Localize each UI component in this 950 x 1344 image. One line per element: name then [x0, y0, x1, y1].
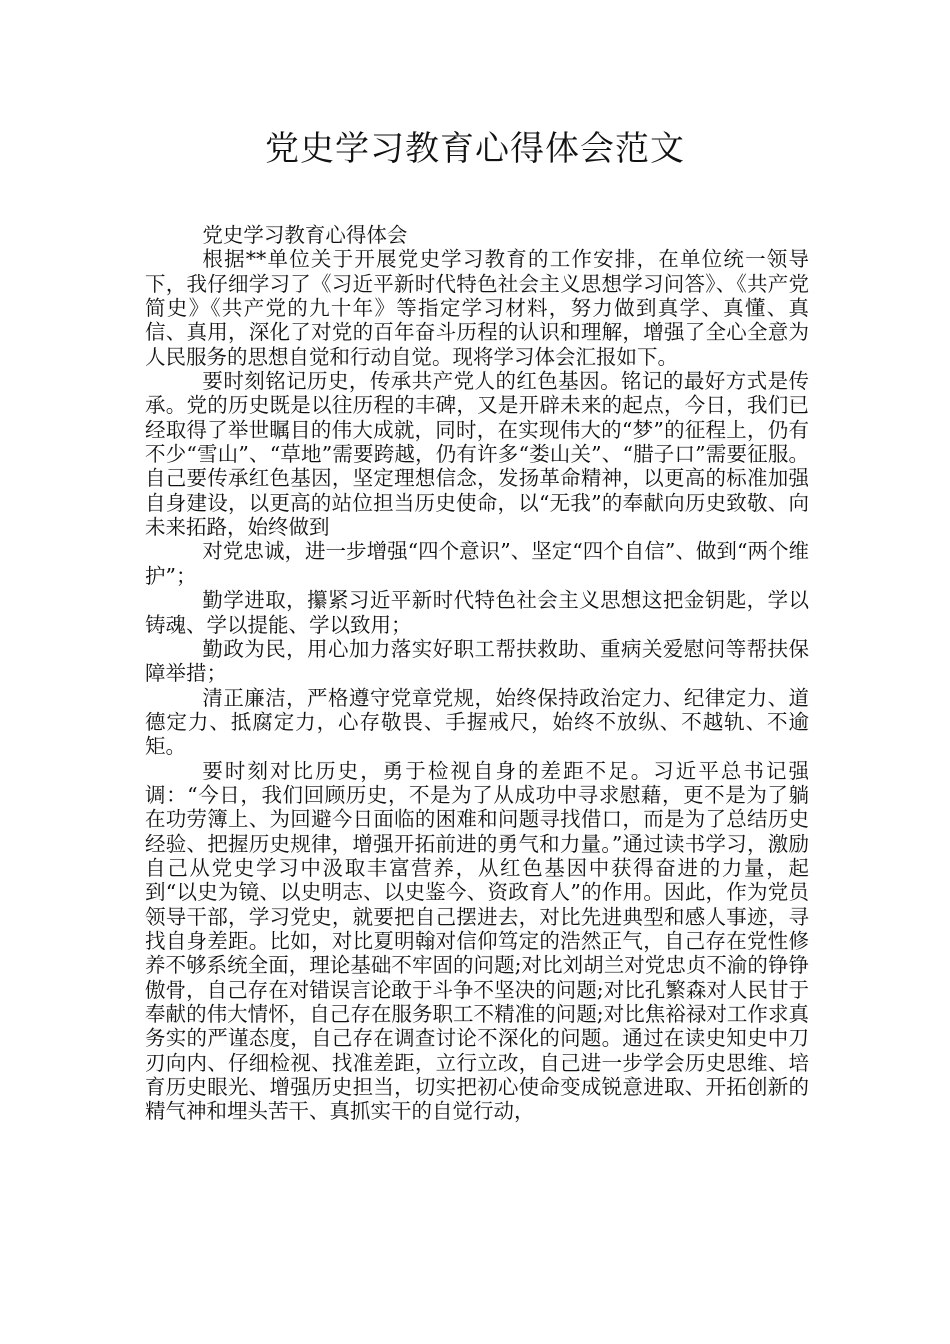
paragraph-remember-history: 要时刻铭记历史，传承共产党人的红色基因。铭记的最好方式是传承。党的历史既是以往历程的丰碑，又是开辟未来的起点，今日，我们已经取得了举世瞩目的伟大成就，同时，在实现伟大的“梦”的征程上，仍有不少“雪山”、“草地”需要跨越，仍有许多“娄山关”、“腊子口”需要征服。自己要传承红色基因，坚定理想信念，发扬革命精神，以更高的标准加强自身建设，以更高的站位担当历史使命，以“无我”的奉献向历史致敬、向未来拓路，始终做到 [145, 369, 809, 540]
document-title: 党史学习教育心得体会范文 [265, 129, 685, 169]
document-body [145, 223, 809, 1124]
document-subtitle: 党史学习教育心得体会 [202, 223, 408, 247]
paragraph-integrity: 清正廉洁，严格遵守党章党规，始终保持政治定力、纪律定力、道德定力、抵腐定力，心存敬畏、手握戒尺，始终不放纵、不越轨、不逾矩。 [145, 685, 809, 759]
paragraph-loyalty: 对党忠诚，进一步增强“四个意识”、坚定“四个自信”、做到“两个维护”； [145, 539, 809, 588]
paragraph-compare-history: 要时刻对比历史，勇于检视自身的差距不足。习近平总书记强调：“今日，我们回顾历史，不是为了从成功中寻求慰藉，更不是为了躺在功劳簿上、为回避今日面临的困难和问题寻找借口，而是为了总结历史经验、把握历史规律，增强开拓前进的勇气和力量。”通过读书学习，激励自己从党史学习中汲取丰富营养，从红色基因中获得奋进的力量，起到“以史为镜、以史明志、以史鉴今、资政育人”的作用。因此，作为党员领导干部，学习党史，就要把自己摆进去，对比先进典型和感人事迹，寻找自身差距。比如，对比夏明翰对信仰笃定的浩然正气，自己存在党性修养不够系统全面，理论基础不牢固的问题;对比刘胡兰对党忠贞不渝的铮铮傲骨，自己存在对错误言论敢于斗争不坚决的问题;对比孔繁森对人民甘于奉献的伟大情怀，自己存在服务职工不精准的问题;对比焦裕禄对工作求真务实的严谨态度，自己存在调查讨论不深化的问题。通过在读史知史中刀刃向内、仔细检视、找准差距，立行立改，自己进一步学会历史思维、培育历史眼光、增强历史担当，切实把初心使命变成锐意进取、开拓创新的精气神和埋头苦干、真抓实干的自觉行动， [145, 758, 809, 1124]
paragraph-intro: 根据**单位关于开展党史学习教育的工作安排，在单位统一领导下，我仔细学习了《习近平新时代特色社会主义思想学习问答》、《共产党简史》《共产党的九十年》等指定学习材料，努力做到真学、真懂、真信、真用，深化了对党的百年奋斗历程的认识和理解，增强了全心全意为人民服务的思想自觉和行动自觉。现将学习体会汇报如下。 [145, 247, 809, 369]
paragraph-diligent-study: 勤学进取，攥紧习近平新时代特色社会主义思想这把金钥匙，学以铸魂、学以提能、学以致用； [145, 588, 809, 637]
paragraph-serve-people: 勤政为民，用心加力落实好职工帮扶救助、重病关爱慰问等帮扶保障举措； [145, 636, 809, 686]
